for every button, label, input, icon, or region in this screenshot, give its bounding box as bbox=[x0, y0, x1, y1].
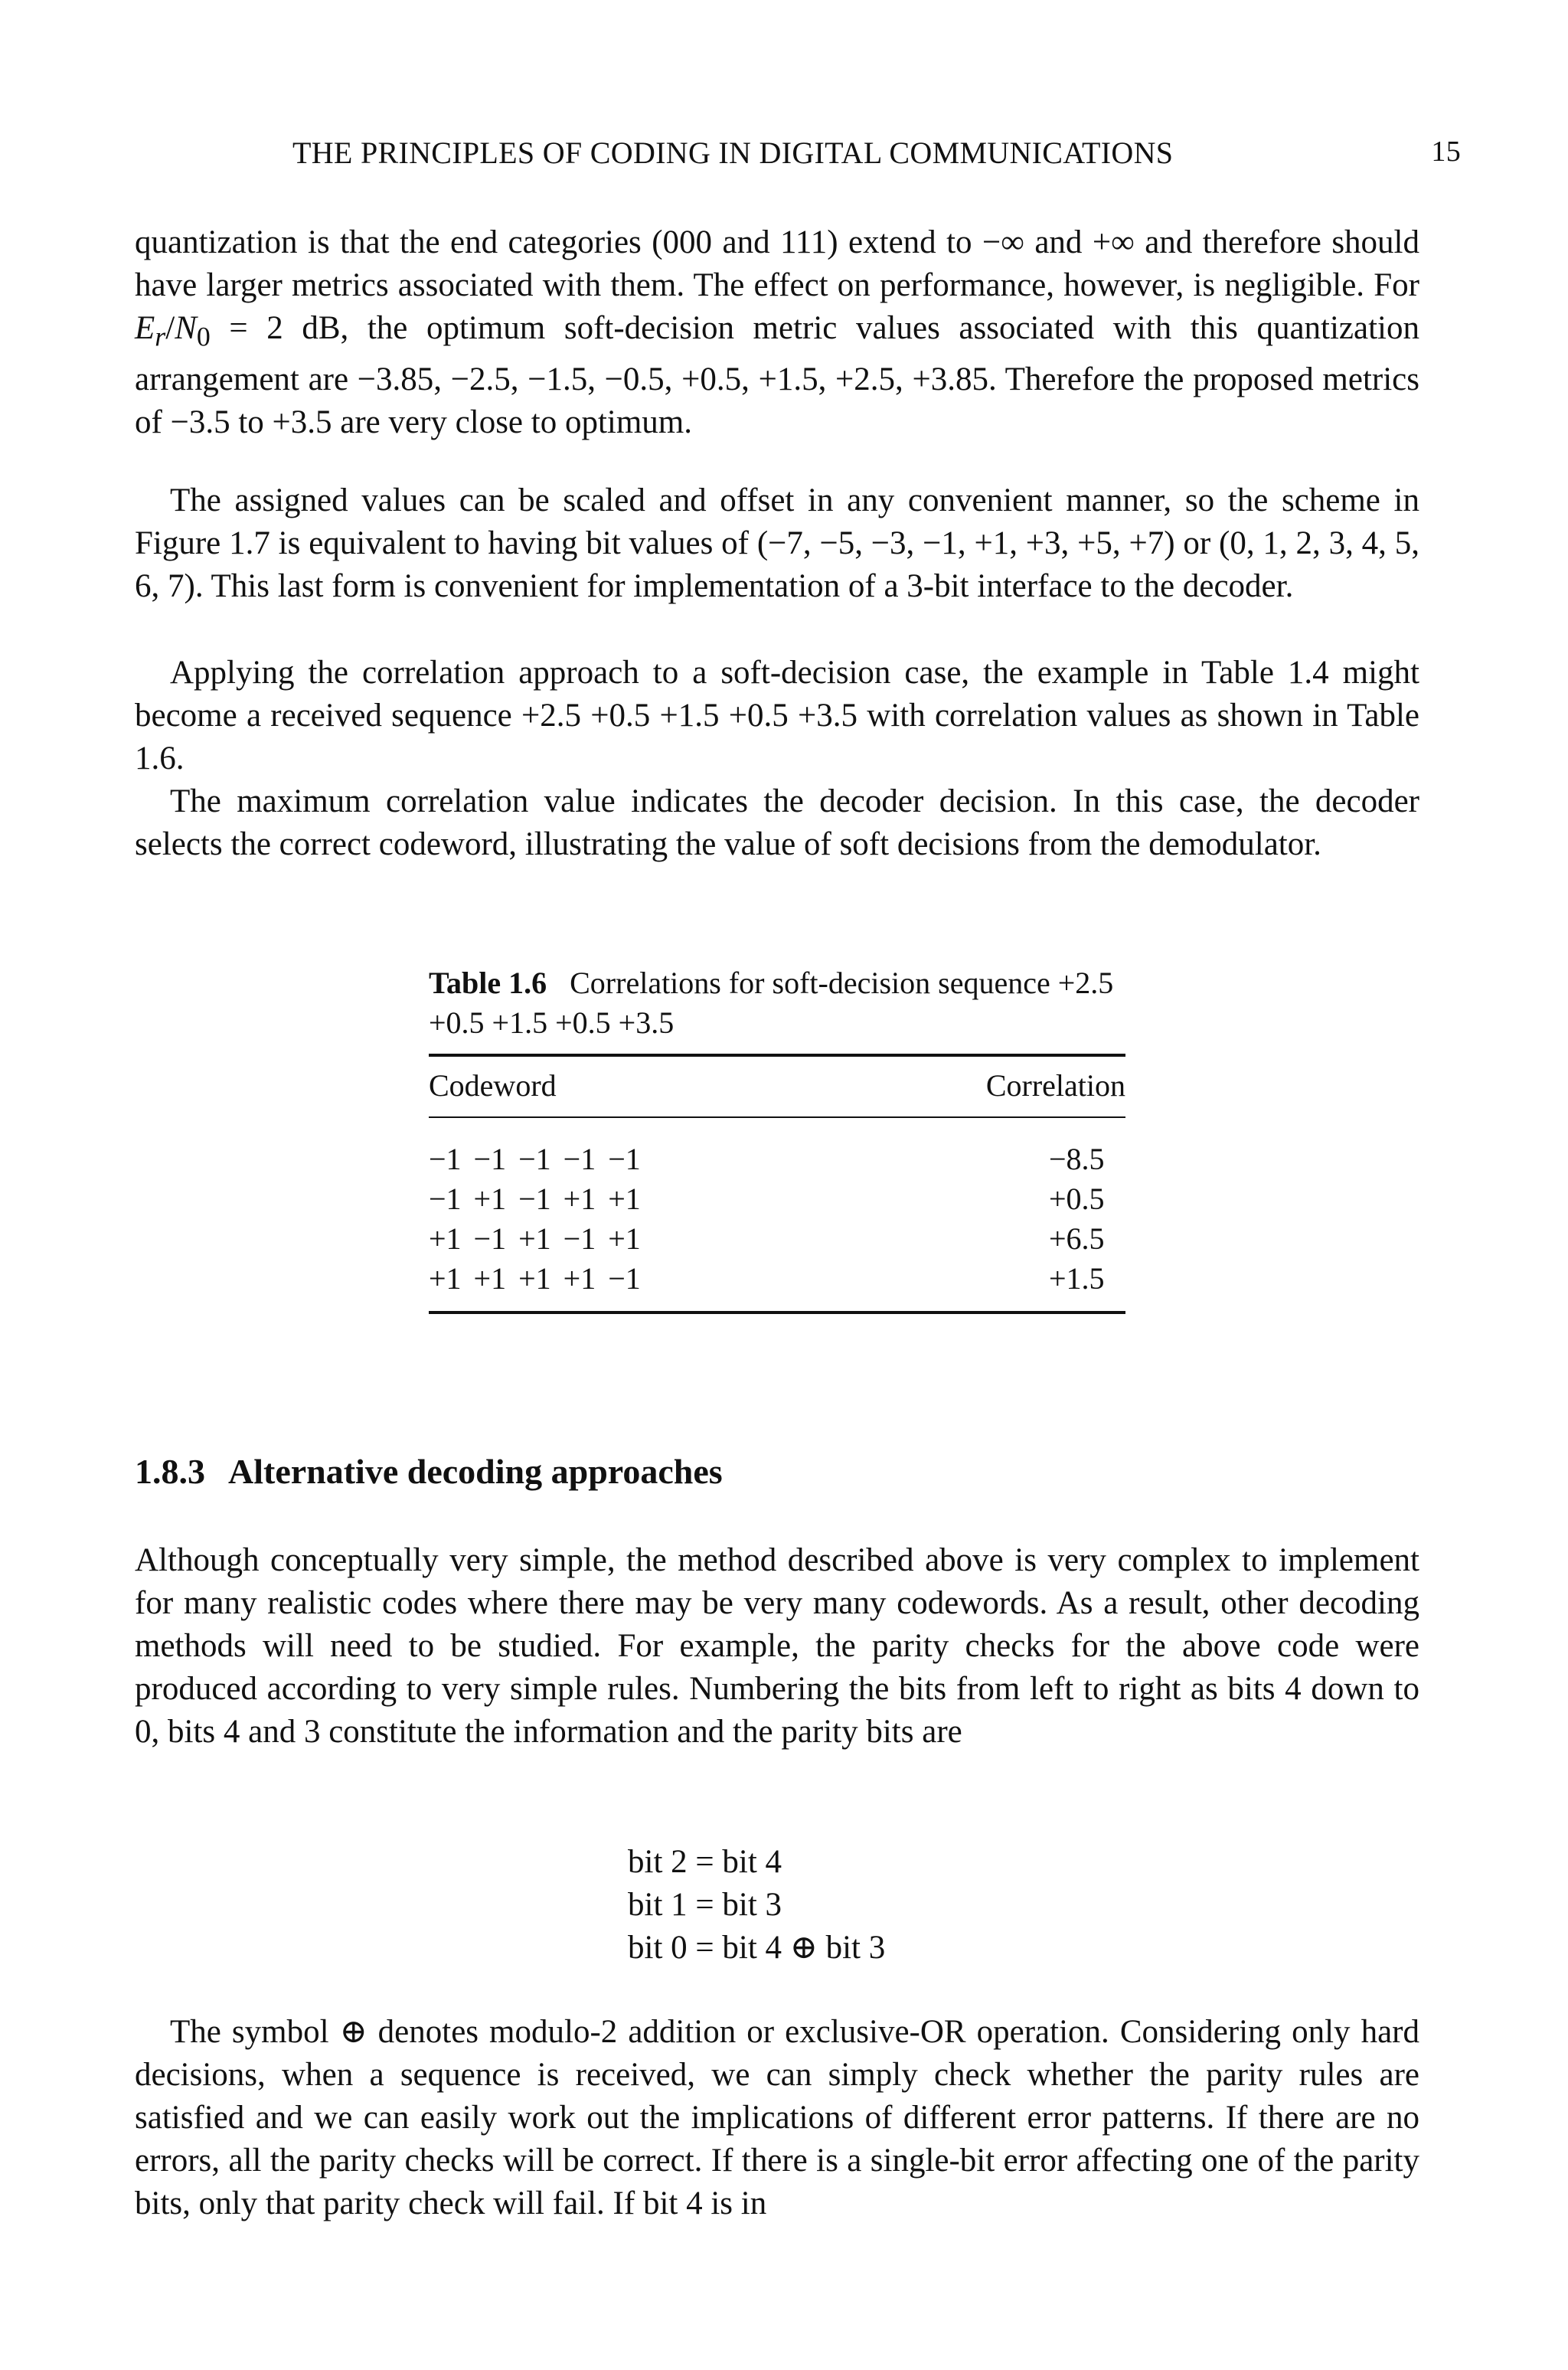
equation-bit-0: bit 0 = bit 4 ⊕ bit 3 bbox=[628, 1930, 886, 1966]
table-row bbox=[429, 1260, 1125, 1300]
sub-0: 0 bbox=[196, 321, 211, 352]
column-header-correlation: Correlation bbox=[985, 1068, 1125, 1103]
table-header-rule bbox=[429, 1116, 1125, 1118]
codeword-cell: +1 −1 +1 −1 +1 bbox=[429, 1221, 641, 1256]
running-title: THE PRINCIPLES OF CODING IN DIGITAL COMMUNICATIONS bbox=[292, 136, 1174, 170]
var-n: N bbox=[175, 310, 197, 346]
table-label: Table 1.6 bbox=[429, 966, 547, 1000]
equation-bit-2: bit 2 = bit 4 bbox=[628, 1844, 782, 1880]
page-number: 15 bbox=[1431, 136, 1461, 168]
table-caption bbox=[429, 963, 1125, 1043]
table-row bbox=[429, 1141, 1125, 1181]
table-caption-text: Correlations for soft-decision sequence +2.5 +0.5 +1.5 +0.5 +3.5 bbox=[429, 966, 1114, 1040]
var-e: E bbox=[135, 310, 155, 346]
p1-text-b: = 2 dB, the optimum soft-decision metric values associated with this quantization arrangement are −3.85, −2.5, −1.5, −0.5, +0.5, +1.5, +2.5, +3.85. Therefore the proposed metrics of −3.5 to +3.5 are very close to optimum. bbox=[135, 310, 1419, 440]
correlation-cell: +0.5 bbox=[1049, 1182, 1105, 1216]
paragraph-scaling: The assigned values can be scaled and offset in any convenient manner, so the scheme in Figure 1.7 is equivalent to having bit values of (−7, −5, −3, −1, +1, +3, +5, +7) or (0, 1, 2, 3, 4, 5, 6, 7). This last form is convenient for implementation of a 3-bit interface to the decoder. bbox=[135, 482, 1419, 604]
section-number: 1.8.3 bbox=[135, 1452, 205, 1491]
table-row bbox=[429, 1181, 1125, 1221]
slash: / bbox=[165, 310, 175, 346]
table-top-rule bbox=[429, 1054, 1125, 1057]
p1-text-a: quantization is that the end categories (000 and 111) extend to −∞ and +∞ and therefore should have larger metrics associated with them. The effect on performance, however, is negligible. For bbox=[135, 224, 1419, 303]
equation-bit-1: bit 1 = bit 3 bbox=[628, 1887, 782, 1923]
parity-equations bbox=[628, 1841, 885, 1970]
correlation-cell: +1.5 bbox=[1049, 1261, 1105, 1296]
table-bottom-rule bbox=[429, 1311, 1125, 1314]
paragraph-alternative-decoding: Although conceptually very simple, the method described above is very complex to implement for many realistic codes where there may be very many codewords. As a result, other decoding methods will need to be studied. For example, the parity checks for the above code were produced according to very simple rules. Numbering the bits from left to right as bits 4 down to 0, bits 4 and 3 constitute the information and the parity bits are bbox=[135, 1542, 1419, 1750]
section-heading bbox=[135, 1451, 723, 1492]
table-row bbox=[429, 1221, 1125, 1260]
codeword-cell: −1 −1 −1 −1 −1 bbox=[429, 1142, 641, 1176]
paragraph-xor-symbol: The symbol ⊕ denotes modulo-2 addition or exclusive-OR operation. Considering only hard decisions, when a sequence is received, we can simply check whether the parity rules are satisfied and we can easily work out the implications of different error patterns. If there are no errors, all the parity checks will be correct. If there is a single-bit error affecting one of the parity bits, only that parity check will fail. If bit 4 is in bbox=[135, 2014, 1419, 2221]
section-title: Alternative decoding approaches bbox=[228, 1452, 723, 1491]
correlation-cell: +6.5 bbox=[1049, 1221, 1105, 1256]
column-header-codeword: Codeword bbox=[429, 1068, 557, 1103]
paragraph-quantization bbox=[135, 221, 1419, 444]
paragraph-decoder-decision: The maximum correlation value indicates the decoder decision. In this case, the decoder selects the correct codeword, illustrating the value of soft decisions from the demodulator. bbox=[135, 783, 1419, 862]
codeword-cell: +1 +1 +1 +1 −1 bbox=[429, 1261, 641, 1296]
correlation-cell: −8.5 bbox=[1049, 1142, 1105, 1176]
paragraph-correlation-approach: Applying the correlation approach to a soft-decision case, the example in Table 1.4 might become a received sequence +2.5 +0.5 +1.5 +0.5 +3.5 with correlation values as shown in Table 1.6. bbox=[135, 655, 1419, 776]
codeword-cell: −1 +1 −1 +1 +1 bbox=[429, 1182, 641, 1216]
sub-r: r bbox=[155, 321, 166, 352]
